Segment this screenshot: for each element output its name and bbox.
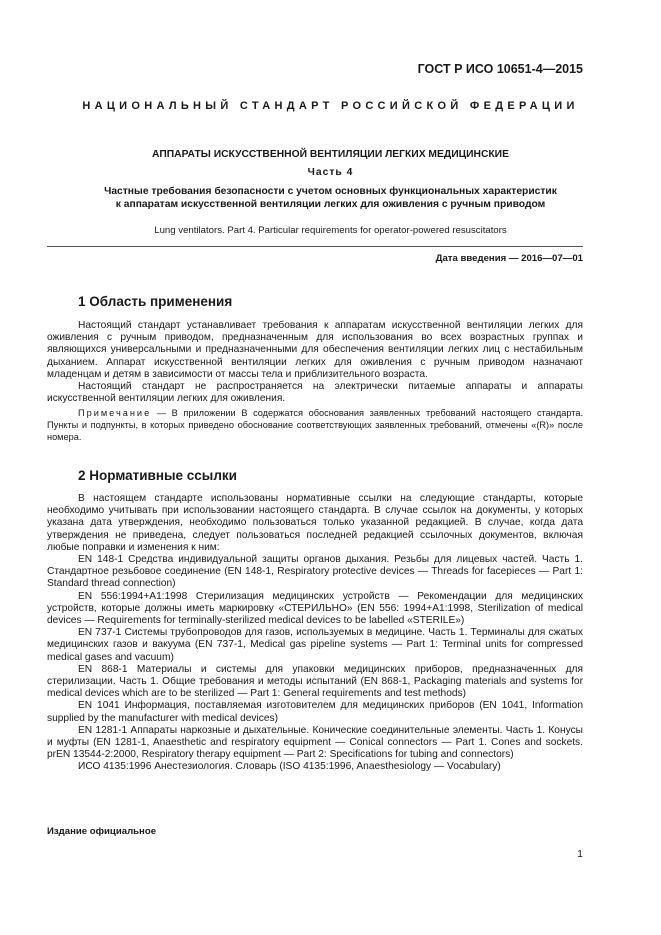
- section-2-paragraph-1: В настоящем стандарте использованы нормативные ссылки на следующие стандарты, которые необходимо учитывать при использовании настоящего стандарта. В случае ссылок на документы, у которых указана дата утверждения, необходимо пользоваться только указанной редакцией. В случае, когда дата утверждения не приведена, следует пользоваться последней редакцией ссылочных документов, включая любые поправки и изменения к ним:: [47, 493, 583, 553]
- reference-item: ИСО 4135:1996 Анестезиология. Словарь (ISO 4135:1996, Anaesthesiology — Vocabulary): [78, 761, 501, 773]
- reference-item: EN 868-1 Материалы и системы для упаковки медицинских приборов, предназначенных для стерилизации. Часть 1. Общие требования и методы испытаний (EN 868-1, Packaging materials and systems for medical devices which are to be sterilized — Part 1: General requirements and test methods): [47, 663, 583, 700]
- document-number: ГОСТ Р ИСО 10651-4—2015: [417, 62, 583, 76]
- reference-item: EN 737-1 Системы трубопроводов для газов, используемых в медицине. Часть 1. Терминалы для сжатых медицинских газов и вакуума (EN 737-1, Medical gas pipeline systems — Part 1: Terminal units for compressed medical gases and vacuum): [47, 627, 583, 663]
- reference-item: EN 1041 Информация, поставляемая изготовителем для медицинских приборов (EN 1041, Information supplied by the manufacturer with medical devices): [47, 700, 583, 724]
- national-standard-banner: НАЦИОНАЛЬНЫЙ СТАНДАРТ РОССИЙСКОЙ ФЕДЕРАЦИИ: [82, 100, 579, 112]
- document-part: Часть 4: [307, 167, 354, 178]
- reference-item: EN 148-1 Средства индивидуальной защиты органов дыхания. Резьбы для лицевых частей. Часть 1. Стандартное резьбовое соединение (EN 148-1, Respiratory protective devices — Threads for facepieces — Part 1: Standard thread connection): [47, 554, 583, 590]
- section-2-heading: 2 Нормативные ссылки: [78, 468, 237, 483]
- english-title: Lung ventilators. Part 4. Particular requirements for operator-powered resuscitators: [154, 225, 507, 236]
- section-1-paragraph-2: Настоящий стандарт не распространяется на электрически питаемые аппараты и аппараты искусственной вентиляции легких для оживления.: [47, 381, 583, 405]
- note-text: — В приложении В содержатся обоснования заявленных требований настоящего стандарта. Пункты и подпункты, в которых приведено обоснование соответствующих заявленных требований, отмечены «(R)» после номера.: [47, 408, 583, 442]
- section-1-body: [47, 320, 583, 443]
- official-edition-label: Издание официальное: [47, 826, 157, 837]
- note-label: Примечание: [78, 408, 152, 419]
- subtitle-line-1: Частные требования безопасности с учетом основных функциональных характеристик: [104, 186, 557, 197]
- header-divider: [47, 246, 583, 247]
- section-1-paragraph-1: Настоящий стандарт устанавливает требования к аппаратам искусственной вентиляции легких для оживления с ручным приводом, предназначенным для использования во всех возрастных группах и являющихся универсальными и предназначенными для обеспечения вентиляции легких лиц с нестабильным дыханием. Аппарат искусственной вентиляции легких для оживления с ручным приводом назначают младенцам и детям в зависимости от массы тела и приблизительного возраста.: [47, 320, 583, 380]
- document-subtitle: [40, 185, 621, 211]
- reference-item: EN 556:1994+A1:1998 Стерилизация медицинских устройств — Рекомендации для медицинских устройств, которые должны иметь маркировку «СТЕРИЛЬНО» (EN 556: 1994+A1:1998, Sterilization of medical devices — Requirements for terminally-sterilized medical devices to be labelled «STERILE»): [47, 590, 583, 627]
- section-1-heading: 1 Область применения: [78, 294, 233, 309]
- subtitle-line-2: к аппаратам искусственной вентиляции легких для оживления с ручным приводом: [115, 199, 546, 210]
- document-title: АППАРАТЫ ИСКУССТВЕННОЙ ВЕНТИЛЯЦИИ ЛЕГКИХ МЕДИЦИНСКИЕ: [152, 149, 509, 160]
- section-1-note: [47, 408, 583, 443]
- introduction-date: Дата введения — 2016—07—01: [435, 253, 583, 264]
- section-2-body: [47, 493, 583, 774]
- page-number: 1: [577, 848, 583, 860]
- reference-item: EN 1281-1 Аппараты наркозные и дыхательные. Конические соединительные элементы. Часть 1. Конусы и муфты (EN 1281-1, Anaesthetic and respiratory equipment — Conical connectors — Part 1. Cones and sockets. prEN 13544-2:2000, Respiratory therapy equipment — Part 2: Specifications for tubing and connectors): [47, 724, 583, 761]
